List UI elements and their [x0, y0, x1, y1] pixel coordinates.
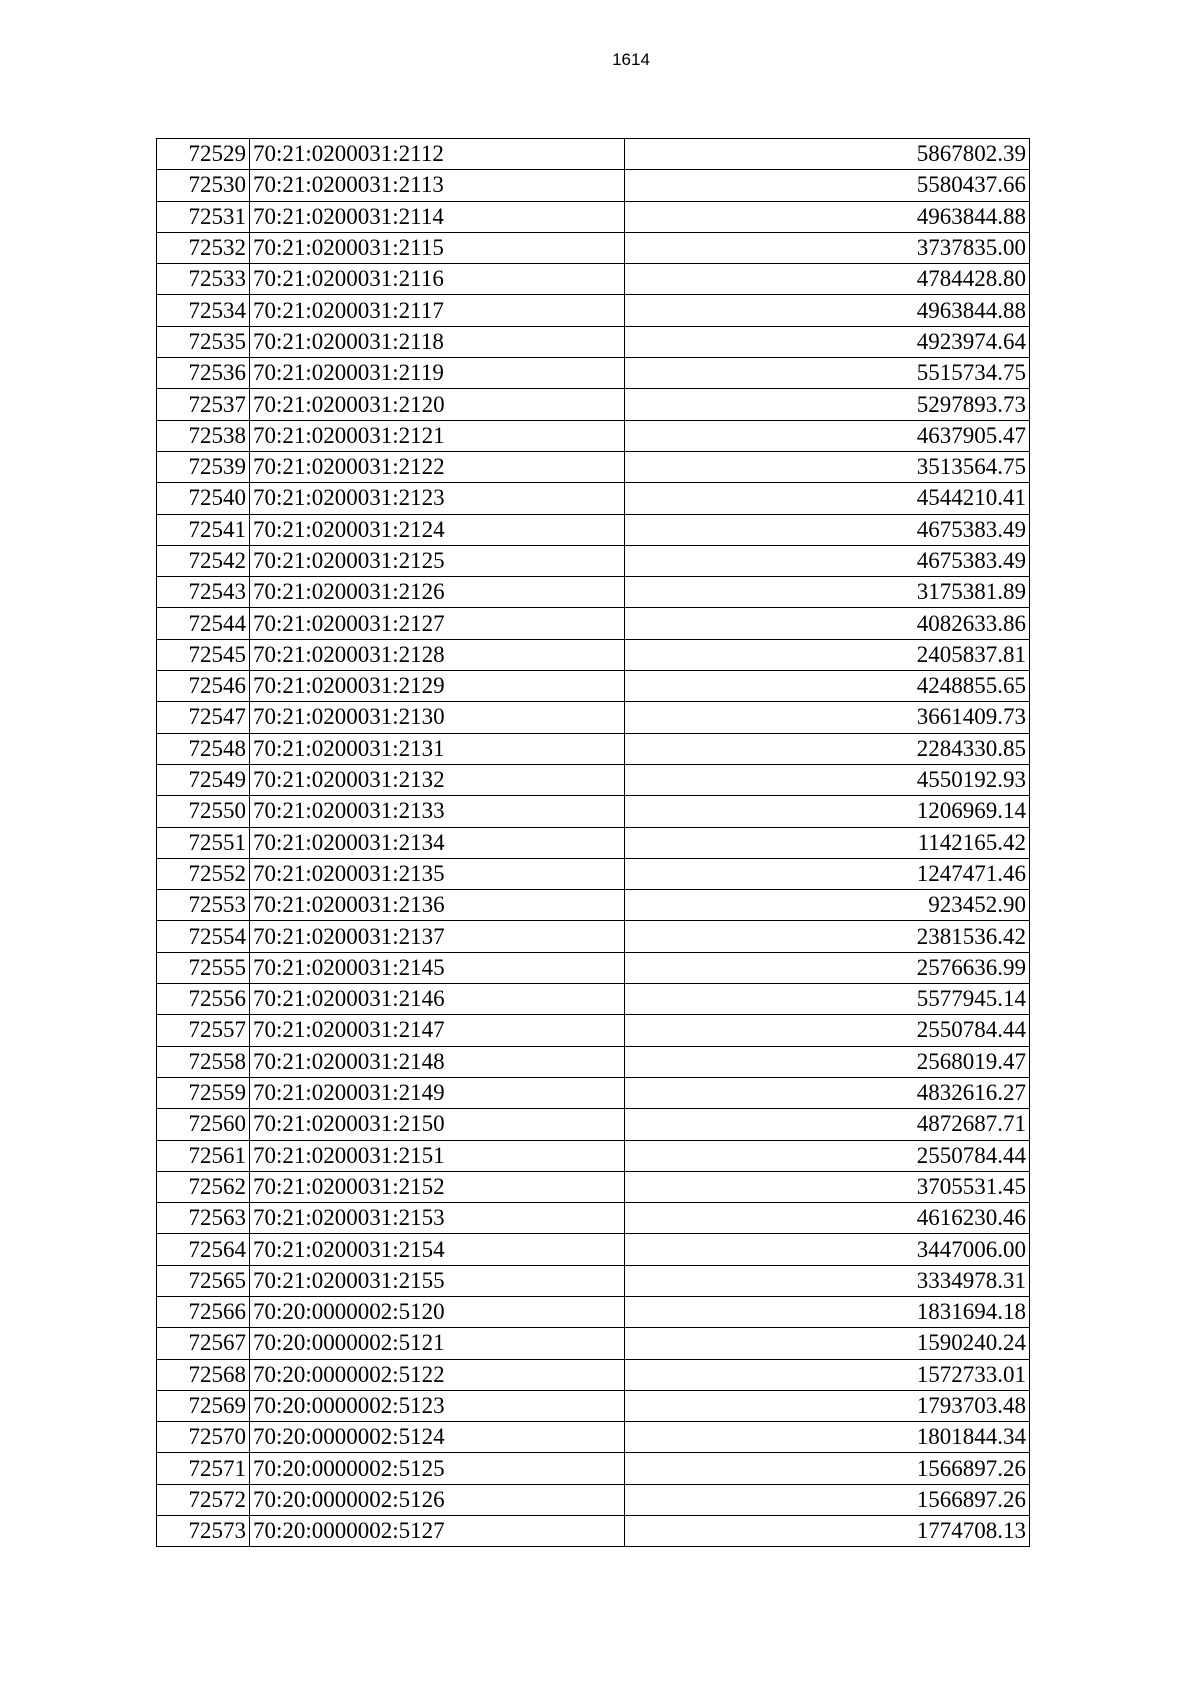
cadastral-value-cell: 2550784.44: [625, 1015, 1030, 1046]
row-number-cell: 72555: [157, 952, 250, 983]
cadastral-value-cell: 4082633.86: [625, 608, 1030, 639]
table-row: [157, 1109, 1030, 1140]
cadastral-value-cell: 4637905.47: [625, 420, 1030, 451]
cadastral-number-cell: 70:21:0200031:2148: [250, 1046, 625, 1077]
table-row: [157, 389, 1030, 420]
row-number-cell: 72543: [157, 577, 250, 608]
row-number-cell: 72536: [157, 358, 250, 389]
cadastral-value-cell: 4544210.41: [625, 483, 1030, 514]
cadastral-value-cell: 3447006.00: [625, 1234, 1030, 1265]
cadastral-number-cell: 70:21:0200031:2123: [250, 483, 625, 514]
table-row: [157, 577, 1030, 608]
cadastral-number-cell: 70:21:0200031:2132: [250, 764, 625, 795]
row-number-cell: 72554: [157, 921, 250, 952]
cadastral-value-cell: 1142165.42: [625, 827, 1030, 858]
row-number-cell: 72542: [157, 545, 250, 576]
cadastral-number-cell: 70:20:0000002:5121: [250, 1328, 625, 1359]
cadastral-value-cell: 4872687.71: [625, 1109, 1030, 1140]
cadastral-number-cell: 70:21:0200031:2126: [250, 577, 625, 608]
table-row: [157, 1046, 1030, 1077]
cadastral-number-cell: 70:21:0200031:2114: [250, 201, 625, 232]
row-number-cell: 72550: [157, 796, 250, 827]
row-number-cell: 72546: [157, 671, 250, 702]
cadastral-value-cell: 1566897.26: [625, 1484, 1030, 1515]
cadastral-number-cell: 70:21:0200031:2118: [250, 326, 625, 357]
row-number-cell: 72569: [157, 1390, 250, 1421]
table-row: [157, 1077, 1030, 1108]
table-row: [157, 1234, 1030, 1265]
table-row: [157, 201, 1030, 232]
table-body: [157, 139, 1030, 1547]
cadastral-number-cell: 70:21:0200031:2112: [250, 139, 625, 170]
row-number-cell: 72538: [157, 420, 250, 451]
table-row: [157, 358, 1030, 389]
cadastral-number-cell: 70:21:0200031:2135: [250, 858, 625, 889]
cadastral-number-cell: 70:21:0200031:2137: [250, 921, 625, 952]
row-number-cell: 72544: [157, 608, 250, 639]
row-number-cell: 72532: [157, 232, 250, 263]
row-number-cell: 72561: [157, 1140, 250, 1171]
table-row: [157, 483, 1030, 514]
cadastral-number-cell: 70:21:0200031:2131: [250, 733, 625, 764]
cadastral-number-cell: 70:21:0200031:2125: [250, 545, 625, 576]
cadastral-number-cell: 70:20:0000002:5123: [250, 1390, 625, 1421]
cadastral-value-cell: 4550192.93: [625, 764, 1030, 795]
table-row: [157, 702, 1030, 733]
table-row: [157, 890, 1030, 921]
cadastral-value-cell: 2405837.81: [625, 639, 1030, 670]
cadastral-number-cell: 70:21:0200031:2155: [250, 1265, 625, 1296]
row-number-cell: 72530: [157, 170, 250, 201]
table-row: [157, 545, 1030, 576]
cadastral-value-cell: 5580437.66: [625, 170, 1030, 201]
cadastral-number-cell: 70:20:0000002:5127: [250, 1516, 625, 1547]
cadastral-value-cell: 3661409.73: [625, 702, 1030, 733]
cadastral-number-cell: 70:21:0200031:2153: [250, 1203, 625, 1234]
table-row: [157, 1484, 1030, 1515]
table-row: [157, 295, 1030, 326]
table-row: [157, 1203, 1030, 1234]
row-number-cell: 72535: [157, 326, 250, 357]
table-row: [157, 639, 1030, 670]
cadastral-number-cell: 70:21:0200031:2120: [250, 389, 625, 420]
row-number-cell: 72559: [157, 1077, 250, 1108]
table-row: [157, 671, 1030, 702]
cadastral-value-cell: 3737835.00: [625, 232, 1030, 263]
row-number-cell: 72549: [157, 764, 250, 795]
cadastral-value-cell: 5867802.39: [625, 139, 1030, 170]
cadastral-value-cell: 4616230.46: [625, 1203, 1030, 1234]
cadastral-number-cell: 70:21:0200031:2122: [250, 451, 625, 482]
cadastral-value-cell: 2381536.42: [625, 921, 1030, 952]
cadastral-value-cell: 4248855.65: [625, 671, 1030, 702]
row-number-cell: 72541: [157, 514, 250, 545]
cadastral-value-cell: 5515734.75: [625, 358, 1030, 389]
row-number-cell: 72552: [157, 858, 250, 889]
table-row: [157, 1296, 1030, 1327]
cadastral-number-cell: 70:21:0200031:2147: [250, 1015, 625, 1046]
table-row: [157, 1140, 1030, 1171]
cadastral-number-cell: 70:21:0200031:2124: [250, 514, 625, 545]
cadastral-value-cell: 4675383.49: [625, 514, 1030, 545]
table-row: [157, 1265, 1030, 1296]
cadastral-value-cell: 1206969.14: [625, 796, 1030, 827]
table-row: [157, 264, 1030, 295]
cadastral-value-cell: 1247471.46: [625, 858, 1030, 889]
table-row: [157, 858, 1030, 889]
cadastral-number-cell: 70:20:0000002:5124: [250, 1422, 625, 1453]
cadastral-value-cell: 4832616.27: [625, 1077, 1030, 1108]
cadastral-number-cell: 70:21:0200031:2130: [250, 702, 625, 733]
cadastral-value-cell: 4963844.88: [625, 201, 1030, 232]
table-row: [157, 1328, 1030, 1359]
table-row: [157, 608, 1030, 639]
cadastral-number-cell: 70:21:0200031:2116: [250, 264, 625, 295]
row-number-cell: 72531: [157, 201, 250, 232]
cadastral-value-cell: 4923974.64: [625, 326, 1030, 357]
table-row: [157, 514, 1030, 545]
cadastral-number-cell: 70:20:0000002:5126: [250, 1484, 625, 1515]
table-row: [157, 1422, 1030, 1453]
table-row: [157, 420, 1030, 451]
cadastral-value-cell: 1801844.34: [625, 1422, 1030, 1453]
row-number-cell: 72568: [157, 1359, 250, 1390]
table-row: [157, 1015, 1030, 1046]
cadastral-number-cell: 70:21:0200031:2133: [250, 796, 625, 827]
cadastral-value-cell: 3334978.31: [625, 1265, 1030, 1296]
cadastral-number-cell: 70:21:0200031:2127: [250, 608, 625, 639]
table-row: [157, 170, 1030, 201]
row-number-cell: 72529: [157, 139, 250, 170]
cadastral-value-cell: 4784428.80: [625, 264, 1030, 295]
row-number-cell: 72570: [157, 1422, 250, 1453]
cadastral-number-cell: 70:20:0000002:5125: [250, 1453, 625, 1484]
table-row: [157, 984, 1030, 1015]
cadastral-value-cell: 2568019.47: [625, 1046, 1030, 1077]
page-number: 1614: [612, 50, 650, 69]
row-number-cell: 72564: [157, 1234, 250, 1265]
cadastral-value-cell: 1590240.24: [625, 1328, 1030, 1359]
row-number-cell: 72551: [157, 827, 250, 858]
row-number-cell: 72556: [157, 984, 250, 1015]
cadastral-number-cell: 70:20:0000002:5122: [250, 1359, 625, 1390]
table-row: [157, 921, 1030, 952]
table-row: [157, 1390, 1030, 1421]
table-row: [157, 326, 1030, 357]
cadastral-number-cell: 70:21:0200031:2117: [250, 295, 625, 326]
cadastral-number-cell: 70:21:0200031:2150: [250, 1109, 625, 1140]
row-number-cell: 72573: [157, 1516, 250, 1547]
row-number-cell: 72562: [157, 1171, 250, 1202]
row-number-cell: 72545: [157, 639, 250, 670]
row-number-cell: 72572: [157, 1484, 250, 1515]
cadastral-value-cell: 4675383.49: [625, 545, 1030, 576]
table-row: [157, 952, 1030, 983]
row-number-cell: 72567: [157, 1328, 250, 1359]
cadastral-value-cell: 5577945.14: [625, 984, 1030, 1015]
row-number-cell: 72566: [157, 1296, 250, 1327]
table-row: [157, 733, 1030, 764]
row-number-cell: 72537: [157, 389, 250, 420]
cadastral-value-cell: 2576636.99: [625, 952, 1030, 983]
cadastral-value-cell: 2284330.85: [625, 733, 1030, 764]
cadastral-value-cell: 3175381.89: [625, 577, 1030, 608]
cadastral-number-cell: 70:21:0200031:2121: [250, 420, 625, 451]
table-row: [157, 1516, 1030, 1547]
cadastral-number-cell: 70:21:0200031:2154: [250, 1234, 625, 1265]
cadastral-value-cell: 3513564.75: [625, 451, 1030, 482]
cadastral-value-cell: 1566897.26: [625, 1453, 1030, 1484]
cadastral-value-cell: 1572733.01: [625, 1359, 1030, 1390]
cadastral-number-cell: 70:21:0200031:2134: [250, 827, 625, 858]
cadastral-number-cell: 70:21:0200031:2113: [250, 170, 625, 201]
cadastral-number-cell: 70:21:0200031:2119: [250, 358, 625, 389]
cadastral-value-cell: 1793703.48: [625, 1390, 1030, 1421]
row-number-cell: 72539: [157, 451, 250, 482]
cadastral-number-cell: 70:21:0200031:2149: [250, 1077, 625, 1108]
table-row: [157, 1171, 1030, 1202]
cadastral-number-cell: 70:20:0000002:5120: [250, 1296, 625, 1327]
cadastral-value-cell: 1831694.18: [625, 1296, 1030, 1327]
cadastral-value-cell: 2550784.44: [625, 1140, 1030, 1171]
row-number-cell: 72547: [157, 702, 250, 733]
row-number-cell: 72571: [157, 1453, 250, 1484]
table-row: [157, 232, 1030, 263]
cadastral-value-cell: 5297893.73: [625, 389, 1030, 420]
cadastral-number-cell: 70:21:0200031:2146: [250, 984, 625, 1015]
table-row: [157, 796, 1030, 827]
cadastral-number-cell: 70:21:0200031:2136: [250, 890, 625, 921]
row-number-cell: 72565: [157, 1265, 250, 1296]
table-row: [157, 451, 1030, 482]
cadastral-value-table: [156, 138, 1030, 1547]
table-row: [157, 764, 1030, 795]
row-number-cell: 72563: [157, 1203, 250, 1234]
cadastral-number-cell: 70:21:0200031:2145: [250, 952, 625, 983]
cadastral-number-cell: 70:21:0200031:2115: [250, 232, 625, 263]
cadastral-value-cell: 923452.90: [625, 890, 1030, 921]
row-number-cell: 72558: [157, 1046, 250, 1077]
cadastral-number-cell: 70:21:0200031:2128: [250, 639, 625, 670]
table-row: [157, 139, 1030, 170]
cadastral-number-cell: 70:21:0200031:2129: [250, 671, 625, 702]
cadastral-number-cell: 70:21:0200031:2151: [250, 1140, 625, 1171]
cadastral-value-cell: 3705531.45: [625, 1171, 1030, 1202]
row-number-cell: 72534: [157, 295, 250, 326]
table-row: [157, 1453, 1030, 1484]
row-number-cell: 72548: [157, 733, 250, 764]
row-number-cell: 72557: [157, 1015, 250, 1046]
row-number-cell: 72540: [157, 483, 250, 514]
cadastral-value-cell: 4963844.88: [625, 295, 1030, 326]
row-number-cell: 72560: [157, 1109, 250, 1140]
table-row: [157, 1359, 1030, 1390]
cadastral-number-cell: 70:21:0200031:2152: [250, 1171, 625, 1202]
table-row: [157, 827, 1030, 858]
cadastral-value-cell: 1774708.13: [625, 1516, 1030, 1547]
row-number-cell: 72533: [157, 264, 250, 295]
row-number-cell: 72553: [157, 890, 250, 921]
